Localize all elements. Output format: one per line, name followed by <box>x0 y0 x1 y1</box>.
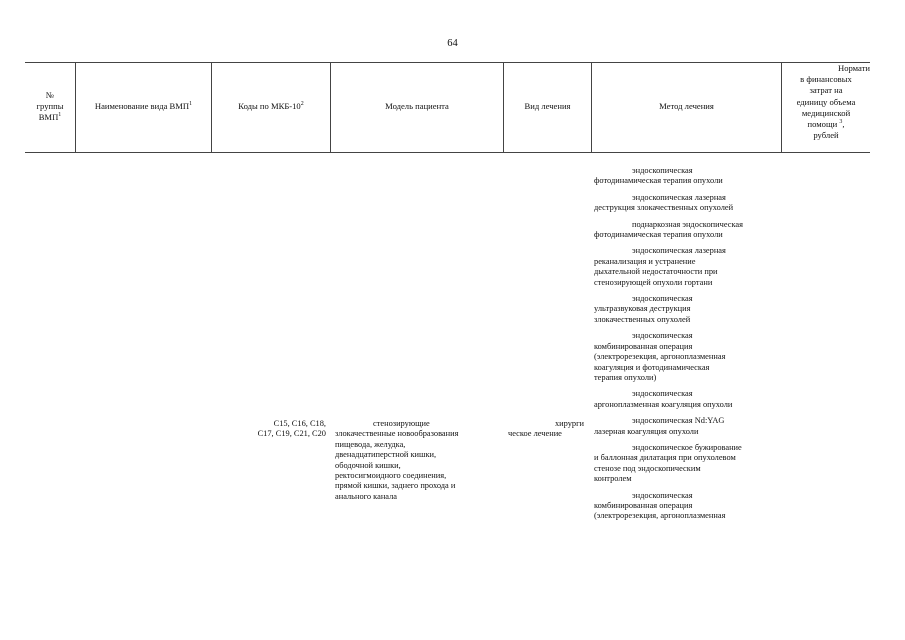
method-line: дыхательной недостаточности при <box>594 267 718 277</box>
header-patient-model: Модель пациента <box>385 101 449 111</box>
method-first-line: эндоскопическая лазерная <box>632 246 726 256</box>
header-group-line-3: ВМП <box>38 112 59 122</box>
header-group-line-1: № <box>45 90 55 100</box>
method-line: реканализация и устранение <box>594 256 696 266</box>
treatment-method-item <box>594 331 786 383</box>
header-vmp-name <box>76 101 211 112</box>
header-vmp-name-label: Наименование вида ВМП <box>94 101 190 111</box>
method-first-line: эндоскопическая <box>632 389 693 399</box>
method-line: деструкция злокачественных опухолей <box>594 203 734 213</box>
header-treatment-method: Метод лечения <box>659 101 714 111</box>
header-financial-norm <box>782 63 870 141</box>
method-line: (электрорезекция, аргоноплазменная <box>594 352 726 362</box>
header-norm-line-2: в финансовых <box>800 74 852 85</box>
patient-model-line: злокачественные новообразования <box>335 429 459 439</box>
icd-codes-line-2: C17, C19, C21, C20 <box>257 429 326 439</box>
method-first-line: эндоскопическая <box>632 490 693 500</box>
header-group-number <box>25 90 75 123</box>
header-icd-codes <box>212 101 330 112</box>
method-first-line: эндоскопическая <box>632 166 693 175</box>
row-icd-codes <box>212 419 326 440</box>
header-norm-line-6: помощи <box>807 119 838 130</box>
row-treatment-type <box>508 419 588 440</box>
patient-model-line: пищевода, желудка, <box>335 439 406 449</box>
header-norm-line-5: медицинской <box>801 107 851 118</box>
header-norm-line-6-tail: , <box>842 119 845 130</box>
icd-codes-line-1: C15, C16, C18, <box>273 419 326 428</box>
header-vmp-name-footnote: 1 <box>189 101 193 108</box>
method-first-line: эндоскопическая <box>632 331 693 341</box>
method-line: комбинированная операция <box>594 341 693 351</box>
method-line: аргоноплазменная коагуляция опухоли <box>594 399 733 409</box>
treatment-type-line-2: ческое лечение <box>508 429 562 439</box>
method-first-line: поднаркозная эндоскопическая <box>632 219 743 229</box>
header-norm-footnote: 3 <box>839 119 843 126</box>
header-icd-codes-footnote: 2 <box>300 101 304 108</box>
treatment-method-item <box>594 443 786 485</box>
method-line: контролем <box>594 474 632 484</box>
treatment-method-list <box>594 166 786 522</box>
method-line: фотодинамическая терапия опухоли <box>594 230 723 240</box>
treatment-type-line-1: хирурги <box>554 419 584 428</box>
patient-model-line: прямой кишки, заднего прохода и <box>335 481 456 491</box>
header-group-footnote: 1 <box>58 112 62 119</box>
treatment-method-item <box>594 389 786 410</box>
method-first-line: эндоскопическое бужирование <box>632 442 742 452</box>
patient-model-line: двенадцатиперстной кишки, <box>335 450 437 460</box>
method-line: фотодинамическая терапия опухоли <box>594 176 723 186</box>
method-first-line: эндоскопическая <box>632 294 693 304</box>
header-icd-codes-label: Коды по МКБ-10 <box>238 101 301 111</box>
header-treatment-type: Вид лечения <box>524 101 571 111</box>
header-norm-line-7: рублей <box>813 130 839 141</box>
method-line: терапия опухоли) <box>594 372 657 382</box>
table-top-border <box>25 62 870 63</box>
patient-model-line: анального канала <box>335 491 397 501</box>
table-header-bottom-border <box>25 152 870 153</box>
method-line: стенозе под эндоскопическим <box>594 463 701 473</box>
treatment-method-item <box>594 193 786 214</box>
method-line: и баллонная дилатация при опухолевом <box>594 453 736 463</box>
row-patient-model <box>335 419 503 502</box>
method-line: лазерная коагуляция опухоли <box>594 426 699 436</box>
header-norm-line-3: затрат на <box>809 85 843 96</box>
treatment-method-item <box>594 166 786 187</box>
method-first-line: эндоскопическая Nd:YAG <box>632 416 725 426</box>
method-line: стенозирующей опухоли гортани <box>594 277 713 287</box>
treatment-method-item <box>594 491 786 522</box>
page-number: 64 <box>447 38 458 49</box>
header-norm-line-4: единицу объема <box>796 96 856 107</box>
header-group-line-2: группы <box>36 101 64 111</box>
patient-model-first-line: стенозирующие <box>373 419 430 428</box>
treatment-method-item <box>594 416 786 437</box>
method-line: (электрорезекция, аргоноплазменная <box>594 511 726 521</box>
header-norm-line-1: Нормати <box>838 63 870 73</box>
treatment-method-item <box>594 246 786 288</box>
method-line: комбинированная операция <box>594 500 693 510</box>
method-first-line: эндоскопическая лазерная <box>632 192 726 202</box>
method-line: коагуляция и фотодинамическая <box>594 362 710 372</box>
patient-model-line: ободочной кишки, <box>335 460 401 470</box>
patient-model-line: ректосигмоидного соединения, <box>335 471 447 481</box>
treatment-method-item <box>594 220 786 241</box>
method-line: злокачественных опухолей <box>594 314 691 324</box>
treatment-method-item <box>594 294 786 325</box>
method-line: ультразвуковая деструкция <box>594 304 691 314</box>
